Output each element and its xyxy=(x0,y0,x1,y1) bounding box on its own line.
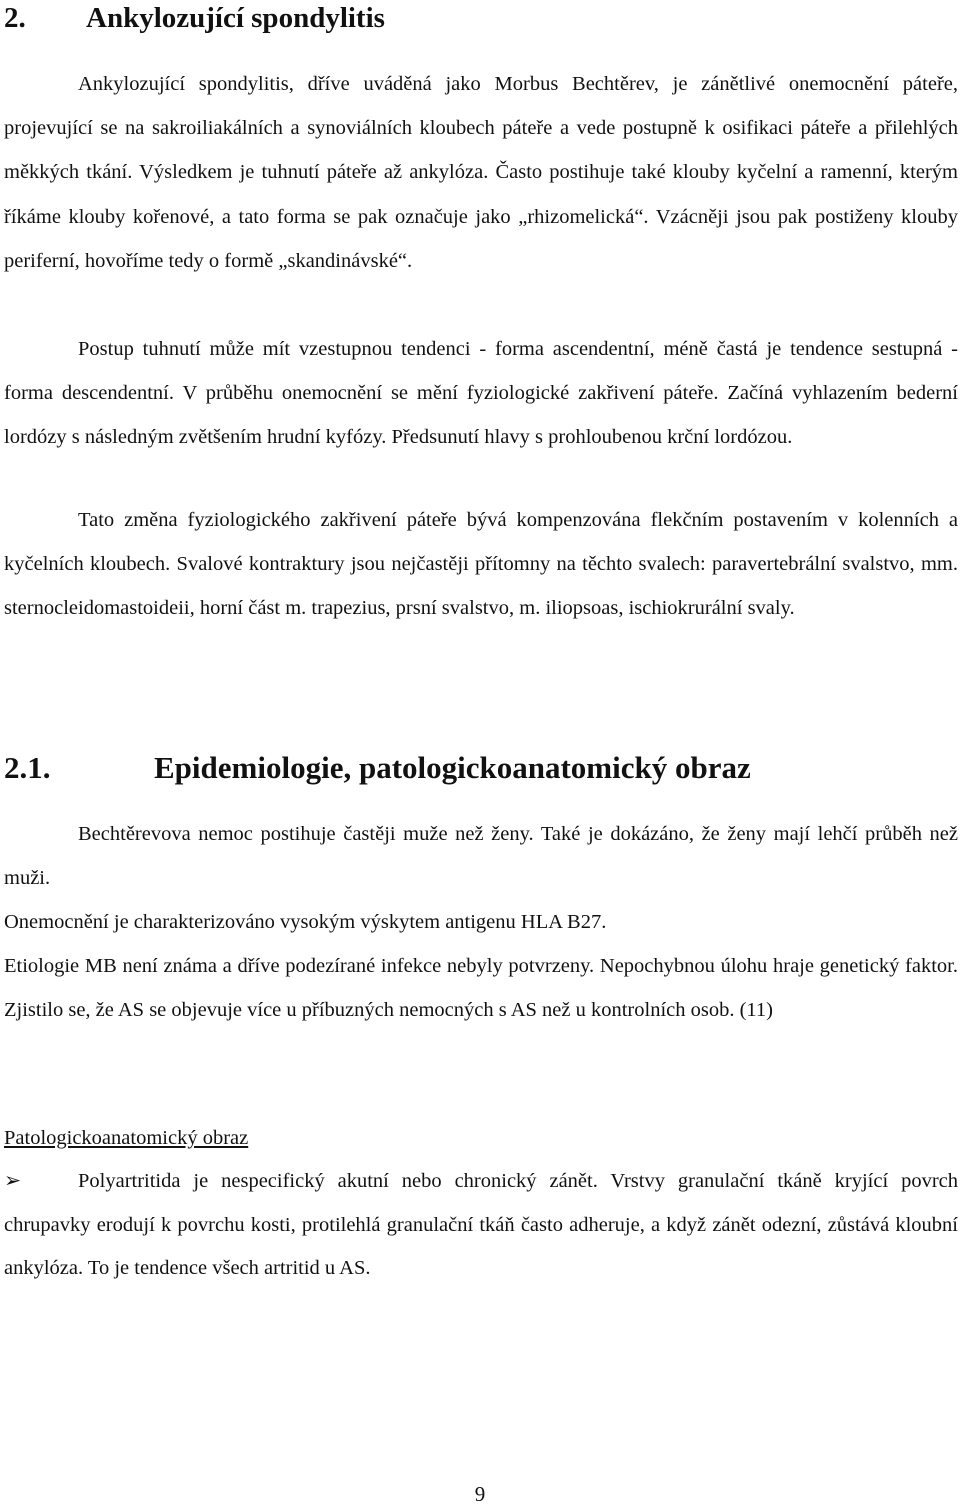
subsection-title: Epidemiologie, patologickoanatomický obraz xyxy=(154,750,751,785)
page-number: 9 xyxy=(474,1482,486,1506)
epidemiology-paragraph-1: Bechtěrevova nemoc postihuje častěji muže než ženy. Také je dokázáno, že ženy mají lehčí průběh než muži. xyxy=(4,823,958,890)
arrow-bullet-icon: ➢ xyxy=(4,1170,22,1192)
section-heading xyxy=(4,0,385,40)
intro-paragraph: Ankylozující spondylitis, dříve uváděná jako Morbus Bechtěrev, je zánětlivé onemocnění páteře, projevující se na sakroiliakálních a synoviálních kloubech páteře a vede postupně k osifikaci páteře a přilehlých měkkých tkání. Výsledkem je tuhnutí páteře až ankylóza. Často postihuje také klouby kyčelní a ramenní, kterým říkáme klouby kořenové, a tato forma se pak označuje jako „rhizomelická“. Vzácněji jsou pak postiženy klouby periferní, hovoříme tedy o formě „skandinávské“. xyxy=(4,73,958,272)
subsection-number: 2.1. xyxy=(4,750,51,785)
section-title: Ankylozující spondylitis xyxy=(86,2,385,34)
subsection-heading xyxy=(4,746,751,794)
pathology-bullet-text: Polyartritida je nespecifický akutní nebo chronický zánět. Vrstvy granulační tkáně kryjící povrch chrupavky erodují k povrchu kosti, protilehlá granulační tkáň často adheruje, a když zánět odezní, zůstává kloubní ankylóza. To je tendence všech artritid u AS. xyxy=(4,1170,958,1279)
section-number: 2. xyxy=(4,2,26,34)
epidemiology-paragraph-3: Etiologie MB není známa a dříve podezírané infekce nebyly potvrzeny. Nepochybnou úlohu hraje genetický faktor. Zjistilo se, že AS se objevuje více u příbuzných nemocných s AS než u kontrolních osob. (11) xyxy=(4,955,958,1022)
document-page xyxy=(4,0,958,1512)
compensation-paragraph: Tato změna fyziologického zakřivení páteře bývá kompenzována flekčním postavením v kolenních a kyčelních kloubech. Svalové kontraktury jsou nejčastěji přítomny na těchto svalech: paravertebrální svalstvo, mm. sternocleidomastoideii, horní část m. trapezius, prsní svalstvo, m. iliopsoas, ischiokrurální svaly. xyxy=(4,509,958,620)
pathology-subheading: Patologickoanatomický obraz xyxy=(4,1127,249,1149)
progression-paragraph: Postup tuhnutí může mít vzestupnou tendenci - forma ascendentní, méně častá je tendence sestupná - forma descendentní. V průběhu onemocnění se mění fyziologické zakřivení páteře. Začíná vyhlazením bederní lordózy s následným zvětšením hrudní kyfózy. Předsunutí hlavy s prohloubenou krční lordózou. xyxy=(4,338,958,449)
epidemiology-paragraph-2: Onemocnění je charakterizováno vysokým výskytem antigenu HLA B27. xyxy=(4,911,607,933)
pathology-bullet-item xyxy=(4,1160,958,1291)
